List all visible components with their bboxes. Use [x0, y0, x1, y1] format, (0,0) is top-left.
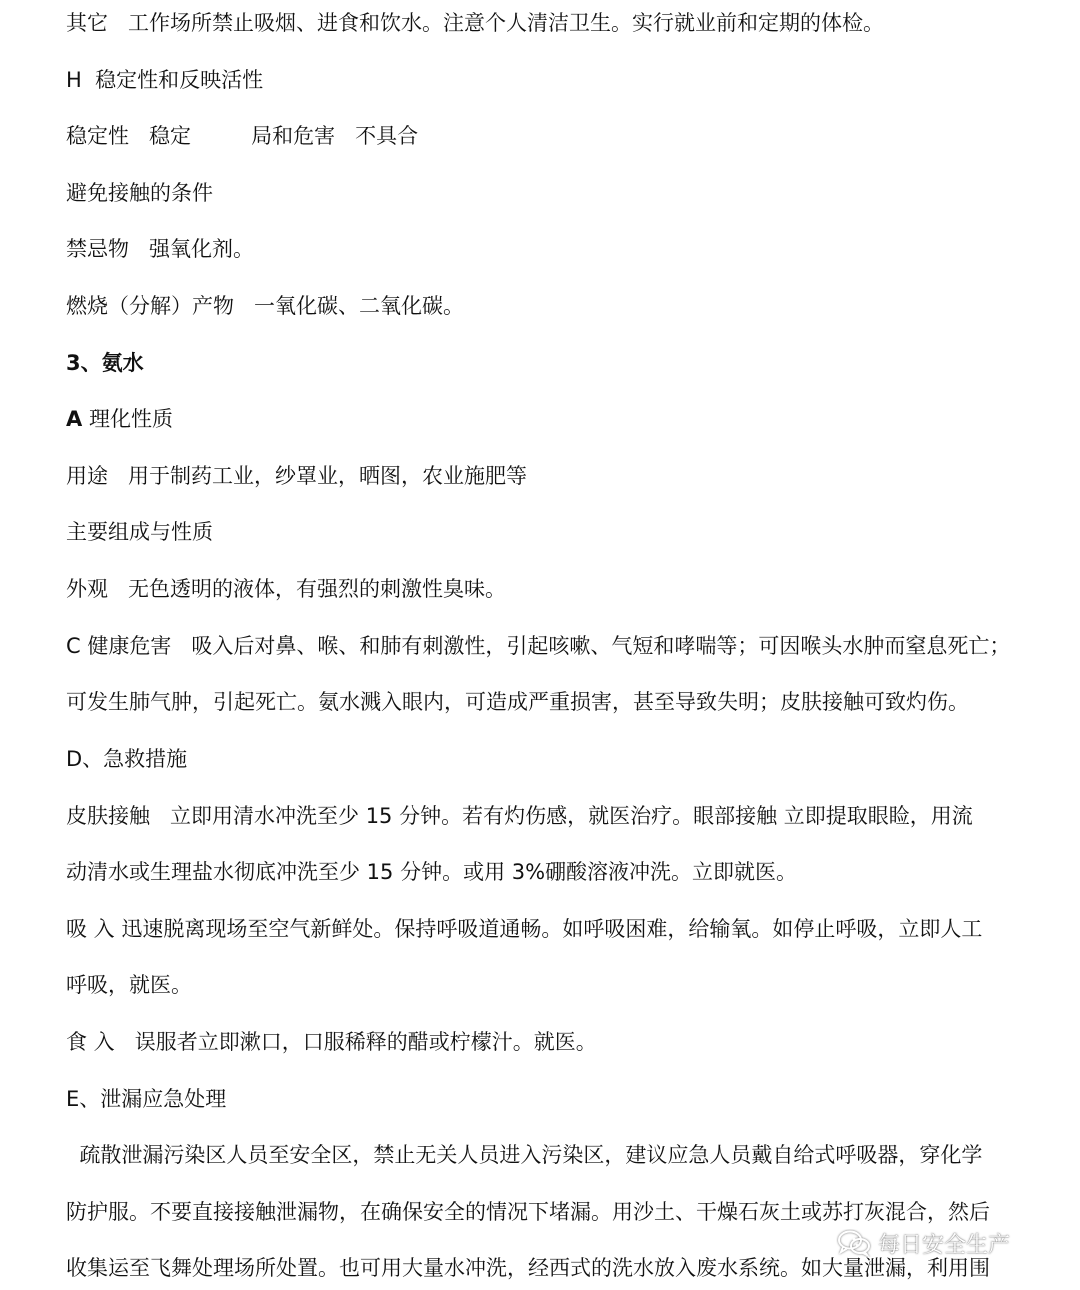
text-line: 防护服。不要直接接触泄漏物，在确保安全的情况下堵漏。用沙土、干燥石灰土或苏打灰混合，然后	[66, 1200, 990, 1224]
text-line: 燃烧（分解）产物 一氧化碳、二氧化碳。	[66, 294, 465, 318]
text-line: C 健康危害 吸入后对鼻、喉、和肺有刺激性，引起咳嗽、气短和哮喘等；可因喉头水肿而窒息死亡；	[66, 634, 1011, 658]
section-heading: D、急救措施	[66, 747, 188, 771]
text-line: 食 入 误服者立即漱口，口服稀释的醋或柠檬汁。就医。	[66, 1030, 597, 1054]
text-line: 皮肤接触 立即用清水冲洗至少 15 分钟。若有灼伤感，就医治疗。眼部接触 立即提取眼睑，用流	[66, 804, 973, 828]
text-line: 可发生肺气肿，引起死亡。氨水溅入眼内，可造成严重损害，甚至导致失明；皮肤接触可致灼伤。	[66, 690, 969, 714]
watermark	[836, 1226, 1010, 1260]
text-line: 呼吸，就医。	[66, 973, 192, 997]
text-line: 避免接触的条件	[66, 181, 213, 205]
section-heading: E、泄漏应急处理	[66, 1087, 227, 1111]
section-heading: A 理化性质	[66, 407, 173, 431]
wechat-icon	[836, 1229, 872, 1257]
text-line: 外观 无色透明的液体，有强烈的刺激性臭味。	[66, 577, 507, 601]
bold-prefix: A	[66, 407, 83, 431]
text-line: 用途 用于制药工业，纱罩业，晒图，农业施肥等	[66, 464, 528, 488]
text-line: 禁忌物 强氧化剂。	[66, 237, 255, 261]
text-line: 疏散泄漏污染区人员至安全区，禁止无关人员进入污染区，建议应急人员戴自给式呼吸器，穿化学	[66, 1143, 983, 1167]
text-line: 收集运至飞舞处理场所处置。也可用大量水冲洗，经西式的洗水放入废水系统。如大量泄漏，利用围	[66, 1256, 990, 1280]
text-line: 吸 入 迅速脱离现场至空气新鲜处。保持呼吸道通畅。如呼吸困难，给输氧。如停止呼吸，立即人工	[66, 917, 983, 941]
text-line: 其它 工作场所禁止吸烟、进食和饮水。注意个人清洁卫生。实行就业前和定期的体检。	[66, 11, 885, 35]
section-heading: H 稳定性和反映活性	[66, 68, 264, 92]
watermark-text: 每日安全生产	[878, 1232, 1011, 1258]
text-line: 稳定性 稳定 局和危害 不具合	[66, 124, 419, 148]
chapter-heading: 3、氨水	[66, 351, 144, 375]
text-line: 主要组成与性质	[66, 520, 213, 544]
text-line: 动清水或生理盐水彻底冲洗至少 15 分钟。或用 3%硼酸溶液冲洗。立即就医。	[66, 860, 798, 884]
